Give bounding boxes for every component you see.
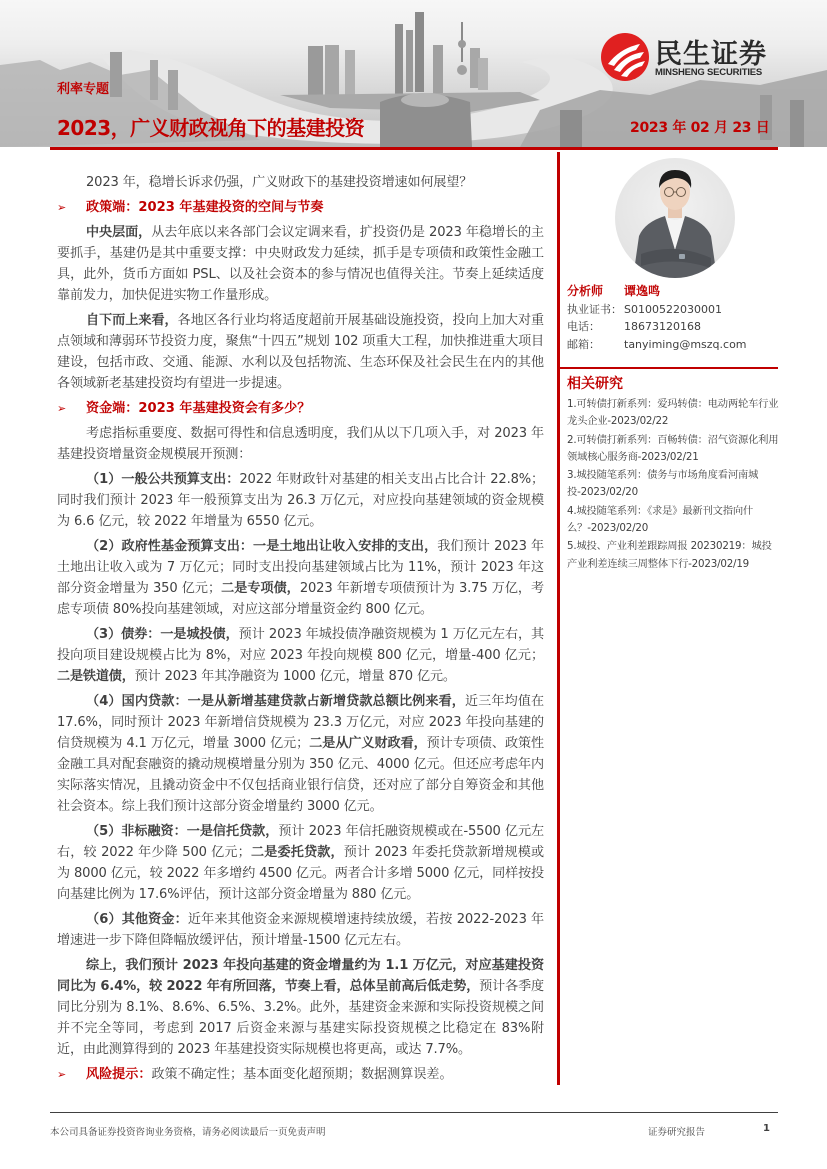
logo-emblem-icon: [600, 32, 650, 82]
paragraph-bonds: [57, 624, 544, 687]
logo-text-cn: 民生证券: [655, 39, 767, 70]
analyst-role: 分析师: [567, 284, 604, 298]
related-research-item[interactable]: 4.城投随笔系列：《求是》最新刊文指向什么？-2023/02/20: [567, 504, 754, 535]
header-divider: [50, 147, 778, 150]
lead-text: （5）非标融资：一是信托贷款，: [86, 824, 279, 839]
arrow-bullet-icon: ➢: [57, 402, 67, 415]
page-number: 1: [763, 1123, 770, 1134]
cert-label: 执业证书：: [567, 302, 622, 316]
header-banner: [0, 0, 827, 147]
risk-text: 政策不确定性；基本面变化超预期；数据测算误差。: [151, 1067, 453, 1082]
body-text: 预计各季度同比分别为 8.1%、8.6%、6.5%、3.2%。此外，基建资金来源和实际投资规模之间并不完全等同，考虑到 2017 后资金来源与基建实际投资规模之比稳定在 83%附近，由此测算得到的 2023 年基建投资实际规模也将更高，或达 7.7%。: [57, 979, 545, 1057]
arrow-bullet-icon: ➢: [57, 1068, 67, 1081]
section-heading-funding: [57, 398, 544, 419]
sidebar-divider: [560, 367, 778, 369]
body-text: 我们预计 2023 年土地出让收入或为 7 万亿元；同时支出投向基建领域占比为 11%，预计 2023 年这部分资金增量为 350 亿元；: [57, 539, 544, 596]
analyst-name-row: [567, 283, 777, 301]
paragraph-summary: [57, 955, 544, 1060]
body-text: 预计 2023 年城投债净融资规模为 1 万亿元左右，其投向项目建设规模占比为 8%，对应 2023 年投向规模 800 亿元，增量-400 亿元；: [57, 627, 544, 663]
body-text: 预计 2023 年信托融资规模或在-5500 亿元左右，较 2022 年少降 500 亿元；: [57, 824, 544, 860]
lead-text: （4）国内贷款：一是从新增基建贷款占新增贷款总额比例来看，: [86, 694, 466, 709]
body-text: 预计专项债、政策性金融工具对配套融资的撬动规模增量分别为 350 亿元、4000 亿元。但还应考虑年内实际落实情况，且撬动资金中不仅包括商业银行信贷，还对应了部分自筹资金和其他社会资本。综上我们预计这部分资金增量约 3000 亿元。: [57, 736, 544, 814]
report-title: 2023，广义财政视角下的基建投资: [57, 116, 365, 140]
phone-label: 电话：: [567, 320, 600, 333]
body-text: 预计 2023 年其净融资为 1000 亿元，增量 870 亿元。: [134, 669, 456, 684]
related-research-item[interactable]: 2.可转债打新系列：百畅转债：沼气资源化利用领域核心服务商-2023/02/21: [567, 433, 779, 463]
section-title: 政策端：2023 年基建投资的空间与节奏: [86, 200, 324, 215]
body-text: 预计 2023 年委托贷款新增规模或为 8000 亿元，较 2022 年多增约 4500 亿元。两者合计多增 5000 亿元，同样按投向基建比例为 17.6%评估，预计这部分资金增量为 880 亿元。: [57, 845, 544, 902]
related-research-item[interactable]: 5.城投、产业利差跟踪周报 20230219：城投产业利差连续三周整体下行-2023/02/19: [567, 540, 772, 570]
analyst-name: 谭逸鸣: [624, 284, 661, 298]
body-text: 近三年均值在 17.6%，同时预计 2023 年新增信贷规模为 23.3 万亿元，对应 2023 年投向基建的信贷规模为 4.1 万亿元，增量 3000 亿元；: [57, 694, 544, 751]
phone-number: 18673120168: [624, 320, 701, 333]
logo-text-en: MINSHENG SECURITIES: [655, 67, 763, 78]
body-text: 各地区各行业均将适度超前开展基础设施投资，投向上加大对重点领域和薄弱环节投资力度，聚焦“十四五”规划 102 项重大工程，加快推进重大项目建设，包括市政、交通、能源、水利以及包括物流、生态环保及社会民生在内的其他各领域新老基建投资均有望进一步提速。: [57, 313, 544, 391]
lead-text: 二是从广义财政看，: [309, 736, 427, 751]
lead-text: （2）政府性基金预算支出：一是土地出让收入安排的支出，: [86, 539, 438, 554]
paragraph-bottom-up: [57, 310, 544, 394]
footer-doc-type: 证券研究报告: [648, 1127, 706, 1138]
section-heading-policy: [57, 197, 544, 218]
lead-text: （1）一般公共预算支出：: [86, 472, 240, 487]
analyst-photo: [615, 158, 735, 278]
intro-paragraph: 2023 年，稳增长诉求仍强，广义财政下的基建投资增速如何展望？: [86, 175, 473, 190]
related-research-title: 相关研究: [567, 376, 623, 392]
risk-warning: [57, 1064, 544, 1085]
paragraph-central-level: [57, 222, 544, 306]
email-label: 邮箱：: [567, 337, 600, 351]
lead-text: 二是铁道债，: [57, 669, 135, 684]
analyst-email-row: [567, 336, 777, 354]
paragraph-other-funds: [57, 909, 544, 951]
paragraph-non-standard-financing: [57, 821, 544, 905]
lead-text: 二是专项债，: [220, 581, 300, 596]
lead-text: （6）其他资金：: [86, 912, 188, 927]
section-title: 资金端：2023 年基建投资会有多少？: [86, 401, 311, 416]
paragraph-government-fund: [57, 536, 544, 620]
lead-text: 二是委托贷款，: [250, 845, 344, 860]
main-content: [57, 172, 544, 1089]
analyst-info: [567, 283, 777, 353]
body-text: 2022 年财政针对基建的相关支出占比合计 22.8%；同时我们预计 2023 年一般预算支出为 26.3 万亿元，对应投向基建领域的资金规模为 6.6 亿元，较 2022 年增量为 6550 亿元。: [57, 472, 545, 529]
email-address[interactable]: tanyiming@mszq.com: [624, 337, 747, 351]
analyst-portrait-image: [615, 158, 735, 278]
lead-text: 中央层面，: [86, 225, 152, 240]
lead-text: 自下而上来看，: [86, 313, 178, 328]
footer-disclaimer: 本公司具备证券投资咨询业务资格，请务必阅读最后一页免责声明: [50, 1127, 326, 1138]
risk-title: 风险提示：: [86, 1067, 152, 1082]
column-divider: [557, 152, 560, 1085]
analyst-phone-row: [567, 318, 777, 336]
body-text: 从去年底以来各部门会议定调来看，扩投资仍是 2023 年稳增长的主要抓手，基建仍是其中重要支撑：中央财政发力延续，抓手是专项债和政策性金融工具，此外，货币方面如 PSL、以及社会资本的参与情况也值得关注。节奏上延续适度靠前发力，加快促进实物工作量形成。: [57, 225, 544, 303]
paragraph-general-budget: [57, 469, 544, 532]
arrow-bullet-icon: ➢: [57, 201, 67, 214]
footer-divider: [50, 1112, 778, 1113]
report-date: 2023 年 02 月 23 日: [630, 120, 770, 136]
analyst-cert-row: [567, 301, 777, 319]
related-research-item[interactable]: 1.可转债打新系列：爱玛转债：电动两轮车行业龙头企业-2023/02/22: [567, 398, 779, 428]
body-text: 近年来其他资金来源规模增速持续放缓，若按 2022-2023 年增速进一步下降但降幅放缓评估，预计增量-1500 亿元左右。: [57, 912, 544, 948]
related-research-item[interactable]: 3.城投随笔系列：债务与市场角度看河南城投-2023/02/20: [567, 469, 759, 499]
related-research-list: [567, 396, 779, 574]
report-category: 利率专题: [57, 82, 110, 97]
body-text: 2023 年新增专项债预计为 3.75 万亿，考虑专项债 80%投向基建领域，对应这部分增量资金约 800 亿元。: [57, 581, 544, 617]
lead-text: 综上，我们预计 2023 年投向基建的资金增量约为 1.1 万亿元，对应基建投资同比为 6.4%，较 2022 年有所回落，节奏上看，总体呈前高后低走势，: [57, 958, 544, 994]
lead-text: （3）债券：一是城投债，: [86, 627, 239, 642]
paragraph-methodology: 考虑指标重要度、数据可得性和信息透明度，我们从以下几项入手，对 2023 年基建投资增量资金规模展开预测：: [57, 426, 544, 462]
paragraph-domestic-loans: [57, 691, 544, 817]
minsheng-securities-logo: [600, 30, 810, 90]
cert-number: S0100522030001: [624, 302, 722, 316]
